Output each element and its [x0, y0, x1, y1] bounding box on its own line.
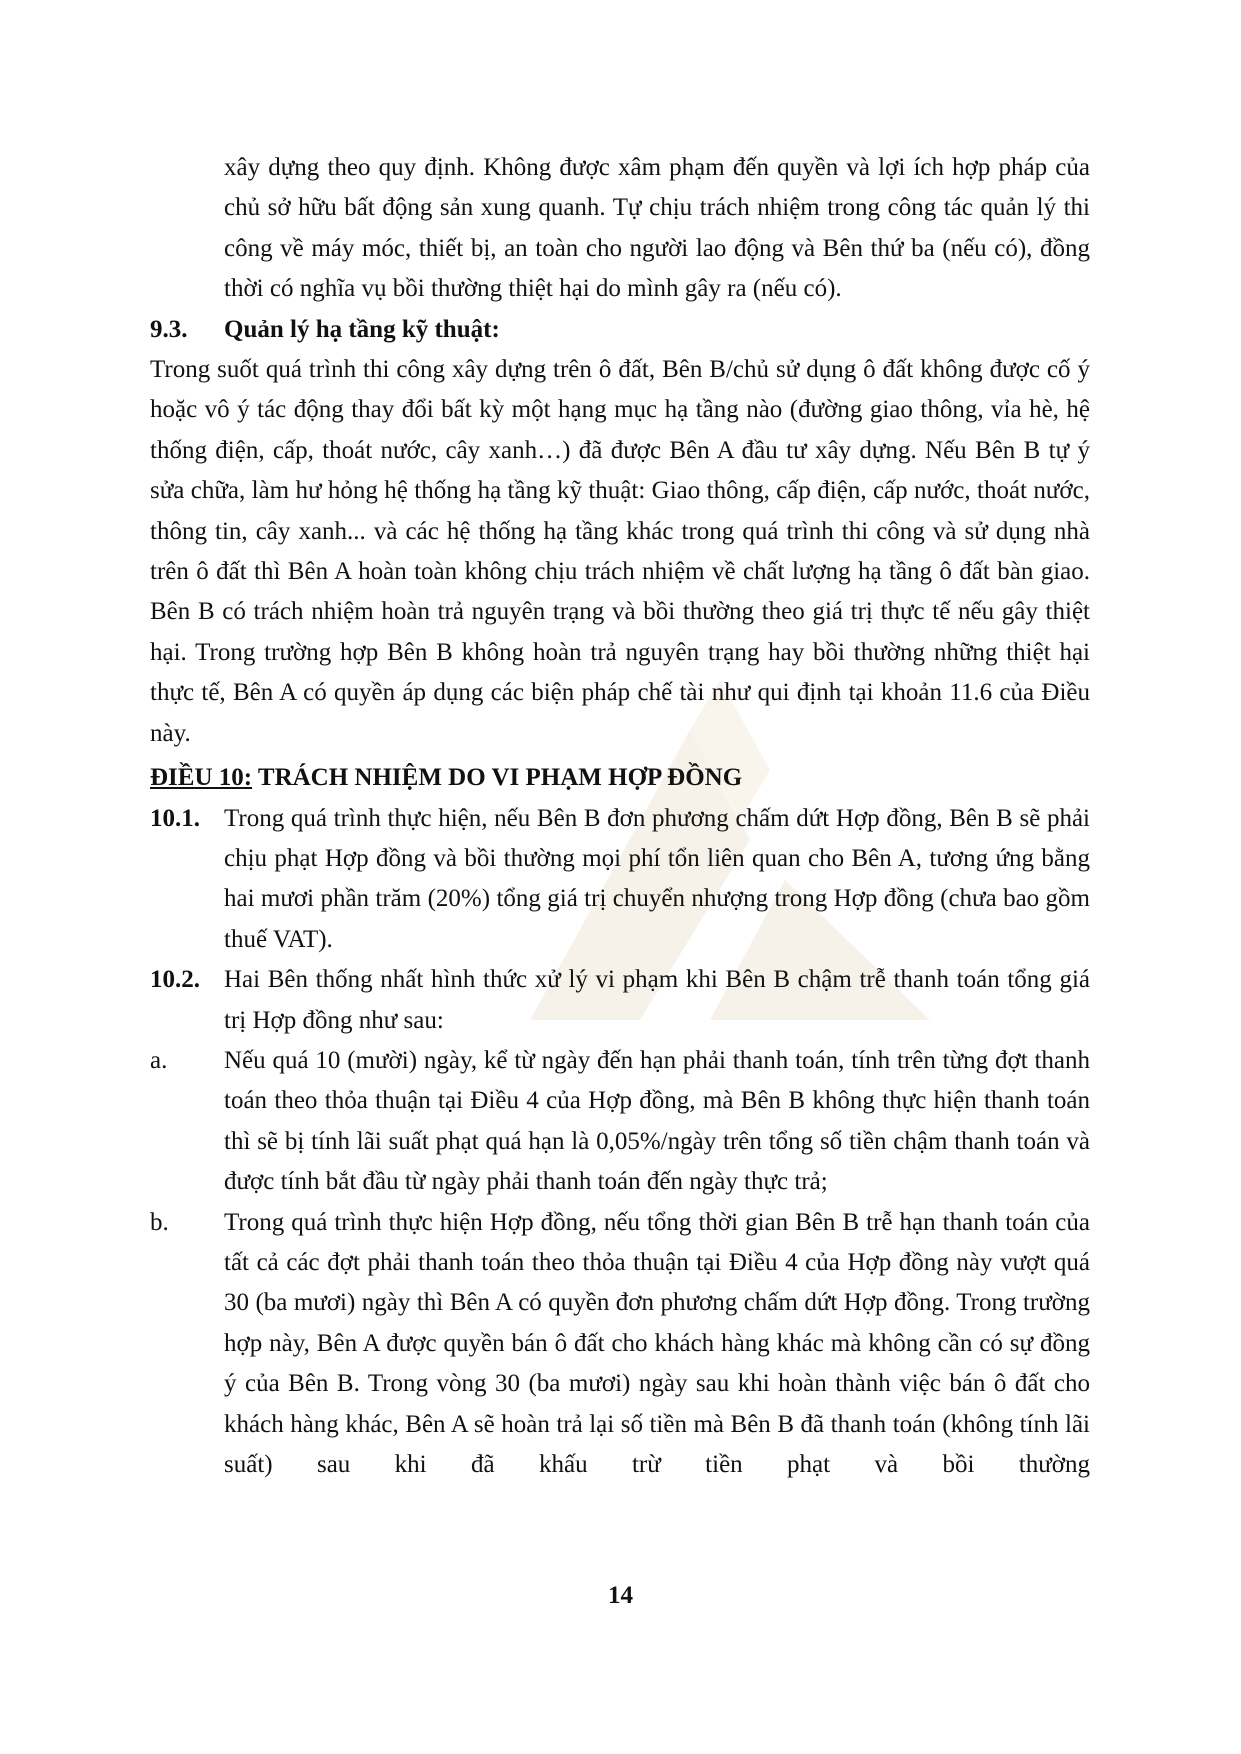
sub-item-text: Nếu quá 10 (mười) ngày, kể từ ngày đến hạn phải thanh toán, tính trên từng đợt thanh toán theo thỏa thuận tại Điều 4 của Hợp đồng, mà Bên B không thực hiện thanh toán thì sẽ bị tính lãi suất phạt quá hạn là 0,05%/ngày trên tổng số tiền chậm thanh toán và được tính bắt đầu từ ngày phải thanh toán đến ngày thực trả;: [224, 1046, 1090, 1196]
document-content: [150, 148, 1090, 1485]
clause-10-1: [150, 799, 1090, 961]
page-number: 14: [608, 1582, 633, 1609]
sub-item-text: Trong quá trình thực hiện Hợp đồng, nếu tổng thời gian Bên B trễ hạn thanh toán của tất cả các đợt phải thanh toán theo thỏa thuận tại Điều 4 của Hợp đồng này vượt quá 30 (ba mươi) ngày thì Bên A có quyền đơn phương chấm dứt Hợp đồng. Trong trường hợp này, Bên A được quyền bán ô đất cho khách hàng khác mà không cần có sự đồng ý của Bên B. Trong vòng 30 (ba mươi) ngày sau khi hoàn thành việc bán ô đất cho khách hàng khác, Bên A sẽ hoàn trả lại số tiền mà Bên B đã thanh toán (không tính lãi suất) sau khi đã khấu trừ tiền phạt và bồi thường: [224, 1208, 1090, 1478]
clause-10-2: [150, 960, 1090, 1041]
clause-text: Trong quá trình thực hiện, nếu Bên B đơn phương chấm dứt Hợp đồng, Bên B sẽ phải chịu phạt Hợp đồng và bồi thường mọi phí tổn liên quan cho Bên A, tương ứng bằng hai mươi phần trăm (20%) tổng giá trị chuyển nhượng trong Hợp đồng (chưa bao gồm thuế VAT).: [224, 804, 1090, 953]
clause-number: 10.2.: [150, 966, 200, 994]
intro-paragraph: xây dựng theo quy định. Không được xâm phạm đến quyền và lợi ích hợp pháp của chủ sở hữu bất động sản xung quanh. Tự chịu trách nhiệm trong công tác quản lý thi công về máy móc, thiết bị, an toàn cho người lao động và Bên thứ ba (nếu có), đồng thời có nghĩa vụ bồi thường thiệt hại do mình gây ra (nếu có).: [224, 154, 1090, 303]
article-10-heading: [150, 758, 1090, 798]
section-9-3-heading: [150, 310, 1090, 350]
clause-text: Hai Bên thống nhất hình thức xử lý vi phạm khi Bên B chậm trễ thanh toán tổng giá trị Hợp đồng như sau:: [224, 966, 1090, 1034]
sub-item-label: a.: [150, 1046, 168, 1074]
article-label: ĐIỀU 10:: [150, 764, 253, 792]
sub-item-label: b.: [150, 1208, 169, 1236]
section-9-3-body: Trong suốt quá trình thi công xây dựng trên ô đất, Bên B/chủ sử dụng ô đất không được cố ý hoặc vô ý tác động thay đổi bất kỳ một hạng mục hạ tầng nào (đường giao thông, vỉa hè, hệ thống điện, cấp, thoát nước, cây xanh…) đã được Bên A đầu tư xây dựng. Nếu Bên B tự ý sửa chữa, làm hư hỏng hệ thống hạ tầng kỹ thuật: Giao thông, cấp điện, cấp nước, thoát nước, thông tin, cây xanh... và các hệ thống hạ tầng khác trong quá trình thi công và sử dụng nhà trên ô đất thì Bên A hoàn toàn không chịu trách nhiệm về chất lượng hạ tầng ô đất bàn giao. Bên B có trách nhiệm hoàn trả nguyên trạng và bồi thường theo giá trị thực tế nếu gây thiệt hại. Trong trường hợp Bên B không hoàn trả nguyên trạng hay bồi thường những thiệt hại thực tế, Bên A có quyền áp dụng các biện pháp chế tài như qui định tại khoản 11.6 của Điều này.: [150, 356, 1090, 747]
sub-item-b: [150, 1203, 1090, 1486]
section-number: 9.3.: [150, 315, 188, 343]
clause-number: 10.1.: [150, 804, 200, 832]
article-title: TRÁCH NHIỆM DO VI PHẠM HỢP ĐỒNG: [252, 764, 743, 792]
section-title: Quản lý hạ tầng kỹ thuật:: [224, 315, 500, 343]
sub-item-a: [150, 1041, 1090, 1203]
